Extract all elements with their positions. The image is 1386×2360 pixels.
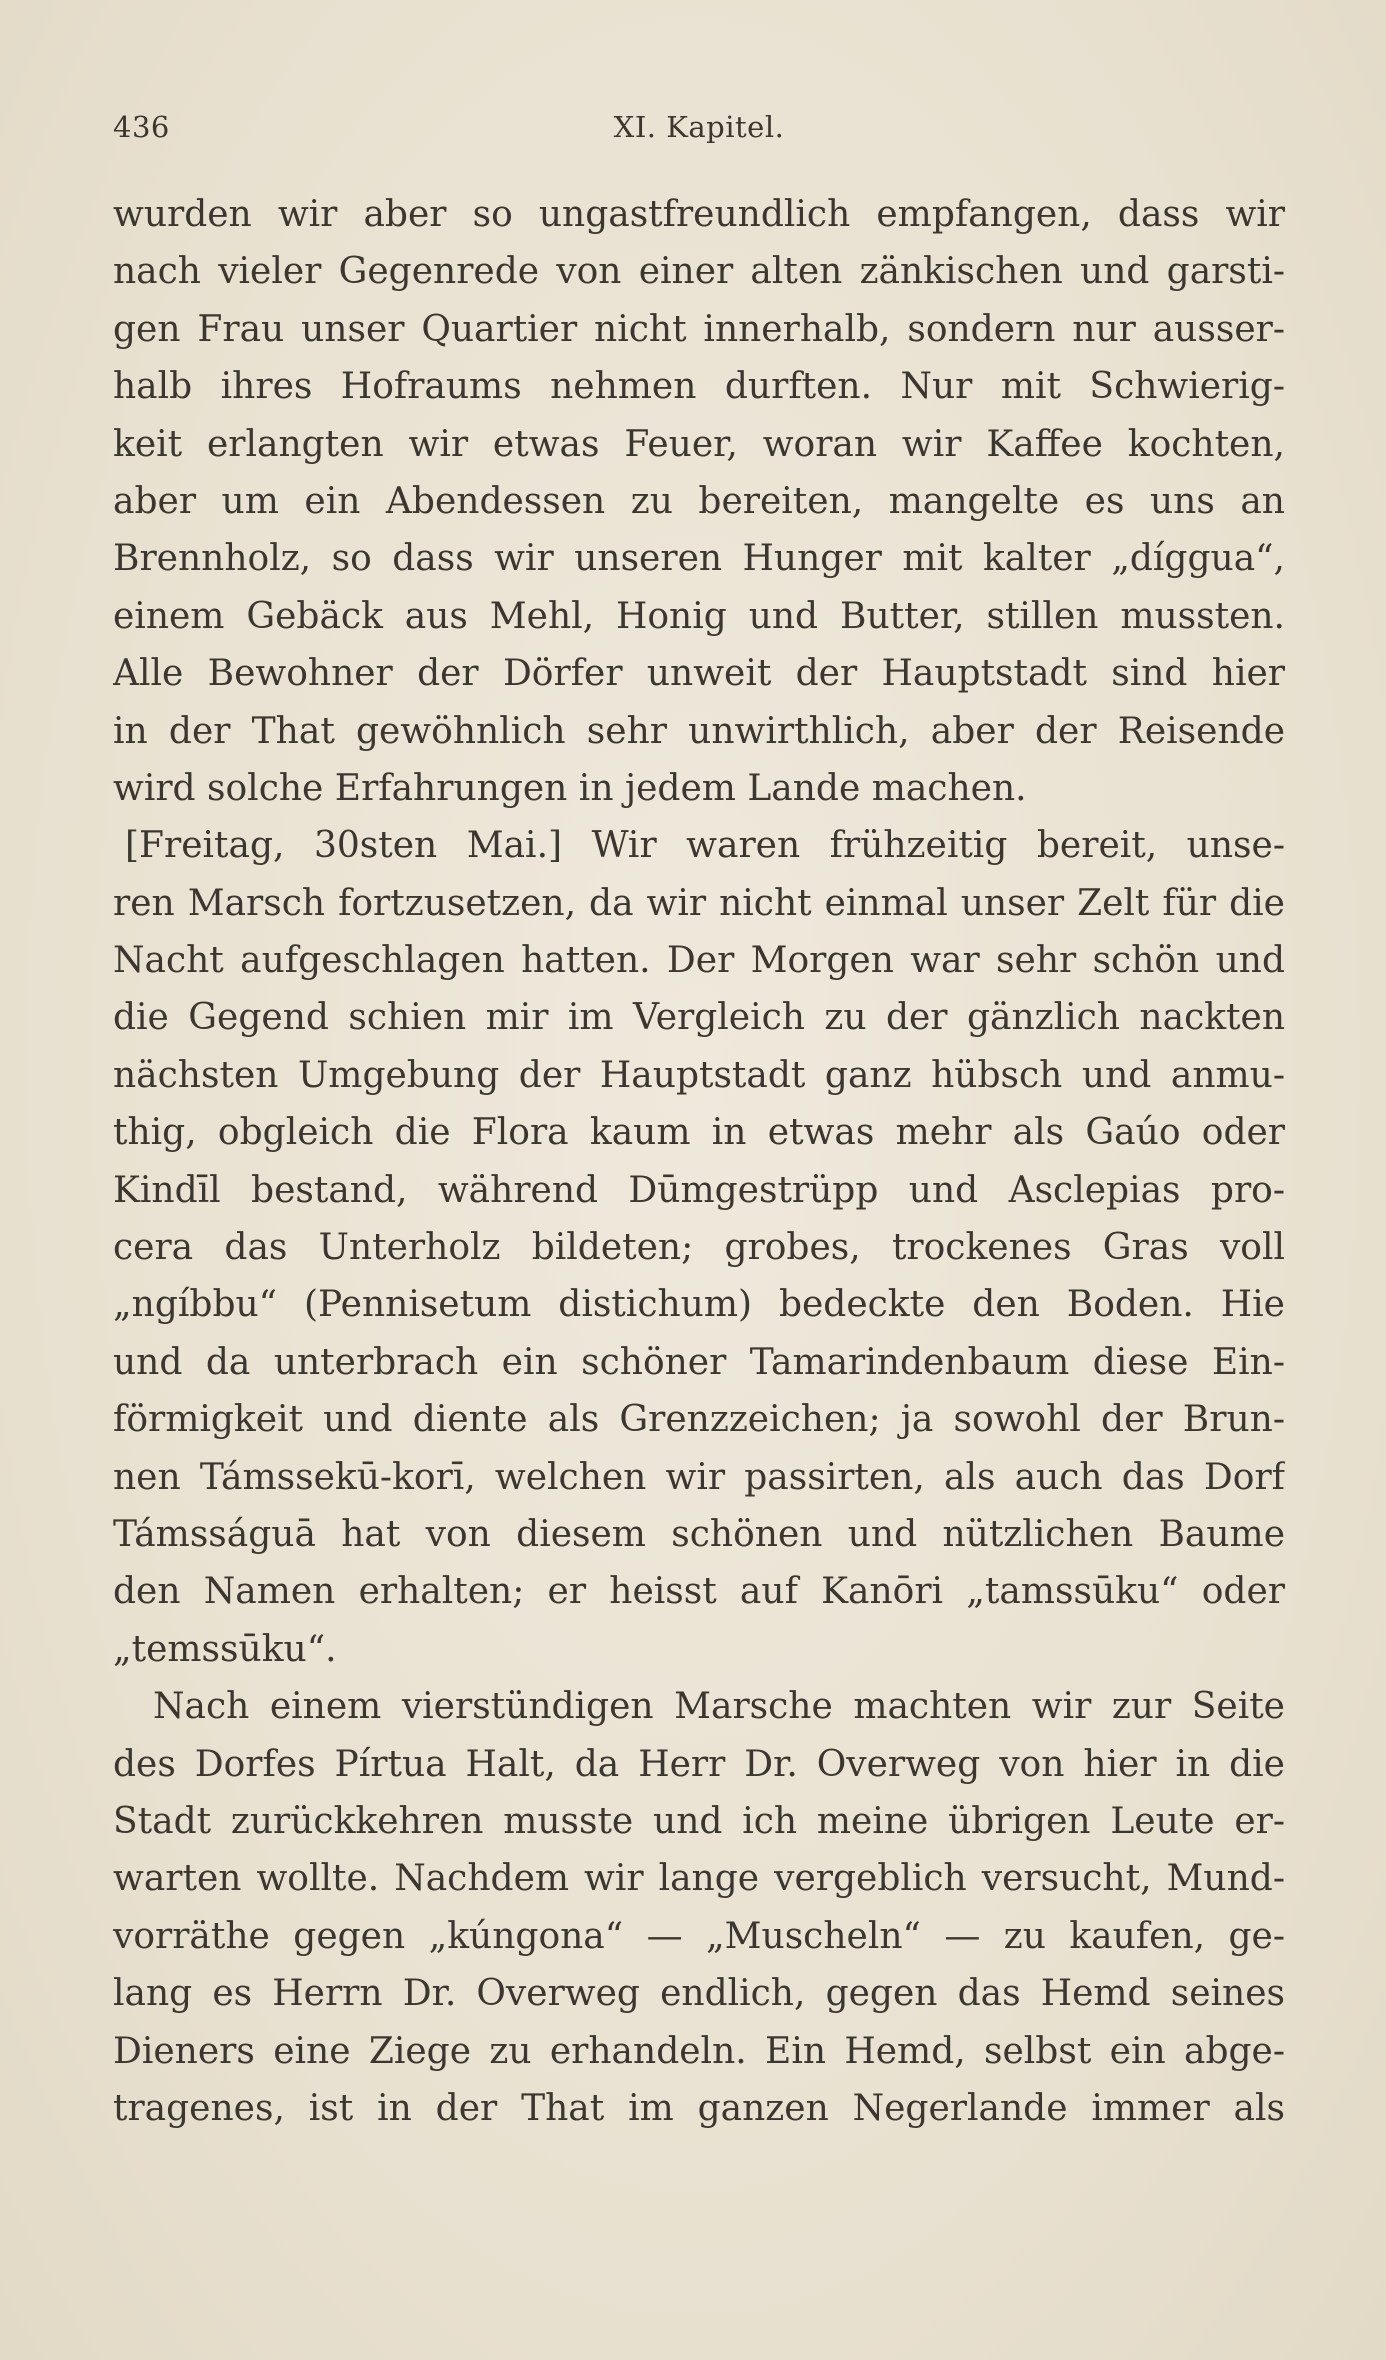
text-line: Nach einem vierstündigen Marsche machten wir zur Seite [153,1686,1285,1728]
page-header [113,110,1285,150]
text-line: Brennholz, so dass wir unseren Hunger mit kalter „díggua“, [113,538,1285,580]
text-line: wurden wir aber so ungastfreundlich empfangen, dass wir [113,194,1285,235]
text-line: halb ihres Hofraums nehmen durften. Nur mit Schwierig- [113,366,1285,408]
text-line: den Namen erhalten; er heisst auf Kanōri „tamssūku“ oder [113,1571,1285,1613]
text-line: cera das Unterholz bildeten; grobes, trockenes Gras voll [113,1227,1285,1269]
text-line: und da unterbrach ein schöner Tamarindenbaum diese Ein- [113,1341,1285,1383]
text-line: Kindīl bestand, während Dūmgestrüpp und Asclepias pro- [113,1169,1285,1211]
text-line: Alle Bewohner der Dörfer unweit der Hauptstadt sind hier [113,653,1285,695]
text-line: thig, obgleich die Flora kaum in etwas mehr als Gaúo oder [113,1112,1285,1154]
text-line: des Dorfes Pírtua Halt, da Herr Dr. Overweg von hier in die [113,1743,1285,1785]
text-line: Nacht aufgeschlagen hatten. Der Morgen war sehr schön und [113,940,1285,982]
text-line: [Freitag, 30sten Mai.] Wir waren frühzeitig bereit, unse- [125,825,1285,867]
text-line: lang es Herrn Dr. Overweg endlich, gegen das Hemd seines [113,1973,1285,2015]
body-text [113,186,1285,2137]
text-line: Dieners eine Ziege zu erhandeln. Ein Hemd, selbst ein abge- [113,2030,1285,2072]
text-line: warten wollte. Nachdem wir lange vergeblich versucht, Mund- [113,1858,1285,1900]
text-line: „ngíbbu“ (Pennisetum distichum) bedeckte den Boden. Hie [113,1284,1285,1326]
text-line: „temssūku“. [113,1628,337,1670]
text-line: in der That gewöhnlich sehr unwirthlich, aber der Reisende [113,710,1285,752]
text-line: einem Gebäck aus Mehl, Honig und Butter, stillen mussten. [113,595,1285,637]
text-line: tragenes, ist in der That im ganzen Negerlande immer als [113,2087,1285,2129]
text-line: keit erlangten wir etwas Feuer, woran wir Kaffee kochten, [113,423,1285,465]
text-line: Támsságuā hat von diesem schönen und nützlichen Baume [113,1513,1285,1555]
text-line: aber um ein Abendessen zu bereiten, mangelte es uns an [113,480,1285,522]
text-line: gen Frau unser Quartier nicht innerhalb, sondern nur ausser- [113,308,1285,350]
page-number: 436 [113,110,170,144]
text-line: die Gegend schien mir im Vergleich zu der gänzlich nackten [113,997,1285,1039]
text-line: nen Támssekū-korī, welchen wir passirten, als auch das Dorf [113,1456,1285,1498]
text-line: vorräthe gegen „kúngona“ — „Muscheln“ — zu kaufen, ge- [113,1915,1285,1957]
running-title: XI. Kapitel. [613,110,785,144]
text-line: nächsten Umgebung der Hauptstadt ganz hübsch und anmu- [113,1054,1285,1096]
text-line: wird solche Erfahrungen in jedem Lande machen. [113,767,1027,809]
text-line: förmigkeit und diente als Grenzzeichen; ja sowohl der Brun- [113,1399,1285,1441]
text-line: ren Marsch fortzusetzen, da wir nicht einmal unser Zelt für die [113,882,1285,924]
text-line: Stadt zurückkehren musste und ich meine übrigen Leute er- [113,1800,1285,1842]
text-line: nach vieler Gegenrede von einer alten zänkischen und garsti- [113,251,1285,293]
